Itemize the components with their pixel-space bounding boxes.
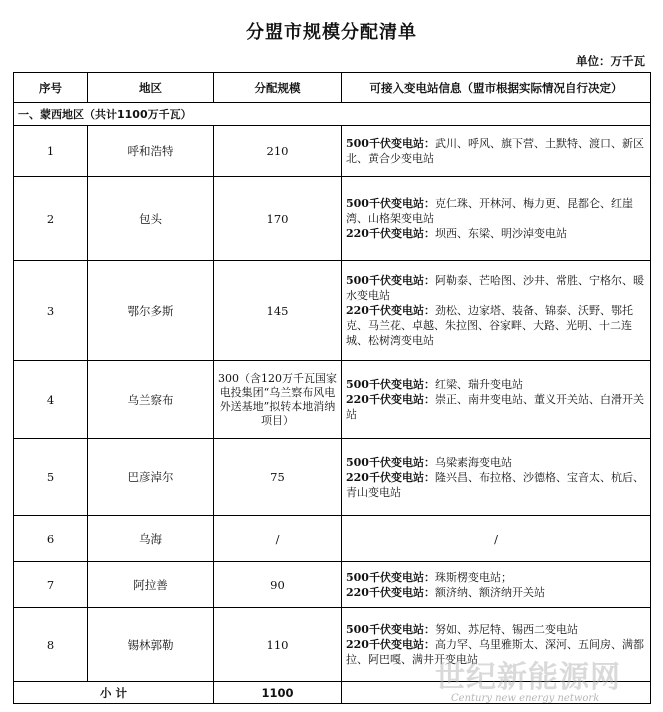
watermark-logo bbox=[435, 652, 660, 712]
substation-names: 劲松、边家塔、装备、锦泰、沃野、鄂托克、马兰花、卓越、朱拉图、谷家畔、大路、光明、十二连城、松树湾变电站 bbox=[346, 304, 633, 347]
substation-line bbox=[346, 303, 647, 348]
row-substation-info: / bbox=[342, 516, 651, 562]
substation-line bbox=[346, 226, 647, 241]
substation-names: 武川、呼风、旗下营、土默特、渡口、新区北、黄合少变电站 bbox=[346, 137, 644, 165]
row-scale: 90 bbox=[214, 562, 342, 608]
substation-names: 红梁、瑞升变电站 bbox=[434, 378, 523, 391]
row-scale: 75 bbox=[214, 439, 342, 516]
subtotal-label: 小 计 bbox=[14, 682, 214, 704]
voltage-level-label: 500千伏变电站： bbox=[346, 197, 435, 210]
header-no: 序号 bbox=[14, 73, 88, 103]
region-row bbox=[14, 103, 651, 126]
substation-names: 珠斯楞变电站； bbox=[434, 570, 512, 584]
table-row bbox=[14, 516, 651, 562]
row-area: 阿拉善 bbox=[88, 562, 214, 608]
row-number: 2 bbox=[14, 177, 88, 261]
table-header-row bbox=[14, 73, 651, 103]
substation-names: 阿勒泰、芒哈图、沙井、常胜、宁格尔、暖水变电站 bbox=[346, 274, 644, 302]
substation-line bbox=[346, 455, 647, 470]
row-number: 5 bbox=[14, 439, 88, 516]
row-substation-info bbox=[342, 126, 651, 177]
row-scale: 110 bbox=[214, 608, 342, 682]
voltage-level-label: 220千伏变电站： bbox=[346, 227, 435, 240]
substation-line bbox=[346, 392, 647, 422]
substation-names: 努如、苏尼特、锡西二变电站 bbox=[434, 623, 578, 636]
substation-line bbox=[346, 273, 647, 303]
row-number: 8 bbox=[14, 608, 88, 682]
row-area: 包头 bbox=[88, 177, 214, 261]
voltage-level-label: 500千伏变电站： bbox=[346, 623, 435, 636]
substation-names: 隆兴昌、布拉格、沙德格、宝音太、杭后、青山变电站 bbox=[346, 470, 644, 499]
row-number: 1 bbox=[14, 126, 88, 177]
substation-names: 高力罕、乌里雅斯太、深河、五间房、满都拉、阿巴嘎、满井开变电站 bbox=[346, 638, 644, 666]
voltage-level-label: 500千伏变电站： bbox=[346, 570, 435, 584]
substation-names: 额济纳、额济纳开关站 bbox=[434, 585, 545, 599]
table-row bbox=[14, 177, 651, 261]
table-row bbox=[14, 361, 651, 439]
document-title: 分盟市规模分配清单 bbox=[246, 22, 417, 43]
unit-label: 单位：万千瓦 bbox=[576, 54, 645, 68]
table-row bbox=[14, 261, 651, 361]
table-row bbox=[14, 126, 651, 177]
table-row bbox=[14, 439, 651, 516]
voltage-level-label: 220千伏变电站： bbox=[346, 304, 435, 317]
row-number: 3 bbox=[14, 261, 88, 361]
substation-line bbox=[346, 570, 647, 585]
substation-line bbox=[346, 585, 647, 600]
row-area: 乌兰察布 bbox=[88, 361, 214, 439]
row-substation-info bbox=[342, 562, 651, 608]
row-scale: / bbox=[214, 516, 342, 562]
substation-line bbox=[346, 622, 647, 637]
substation-line bbox=[346, 377, 647, 392]
row-area: 鄂尔多斯 bbox=[88, 261, 214, 361]
row-scale: 170 bbox=[214, 177, 342, 261]
row-area: 锡林郭勒 bbox=[88, 608, 214, 682]
row-substation-info bbox=[342, 439, 651, 516]
row-scale: 300（含120万千瓦国家电投集团“乌兰察布风电外送基地”拟转本地消纳项目） bbox=[214, 361, 342, 439]
header-area: 地区 bbox=[88, 73, 214, 103]
row-substation-info bbox=[342, 177, 651, 261]
voltage-level-label: 220千伏变电站： bbox=[346, 393, 435, 406]
substation-names: 坝西、东梁、明沙淖变电站 bbox=[434, 227, 567, 240]
table-row bbox=[14, 562, 651, 608]
row-scale: 145 bbox=[214, 261, 342, 361]
voltage-level-label: 500千伏变电站： bbox=[346, 137, 435, 150]
subtotal-value: 1100 bbox=[214, 682, 342, 704]
row-number: 6 bbox=[14, 516, 88, 562]
row-number: 7 bbox=[14, 562, 88, 608]
allocation-table bbox=[13, 72, 651, 704]
row-number: 4 bbox=[14, 361, 88, 439]
row-substation-info bbox=[342, 361, 651, 439]
voltage-level-label: 500千伏变电站： bbox=[346, 455, 435, 469]
substation-names: 崇正、南井变电站、董义开关站、白滑开关站 bbox=[346, 393, 644, 421]
substation-line bbox=[346, 470, 647, 500]
voltage-level-label: 220千伏变电站： bbox=[346, 585, 435, 599]
substation-names: 乌梁素海变电站 bbox=[434, 455, 512, 469]
substation-names: 克仁珠、开林河、梅力更、昆都仑、红崖湾、山格架变电站 bbox=[346, 197, 633, 225]
row-area: 呼和浩特 bbox=[88, 126, 214, 177]
voltage-level-label: 500千伏变电站： bbox=[346, 274, 435, 287]
region-label: 一、蒙西地区（共计1100万千瓦） bbox=[14, 103, 651, 126]
voltage-level-label: 220千伏变电站： bbox=[346, 470, 435, 484]
watermark-main: 世纪新能源网 bbox=[435, 660, 621, 695]
voltage-level-label: 500千伏变电站： bbox=[346, 378, 435, 391]
row-scale: 210 bbox=[214, 126, 342, 177]
row-area: 乌海 bbox=[88, 516, 214, 562]
header-info: 可接入变电站信息（盟市根据实际情况自行决定） bbox=[342, 73, 651, 103]
substation-line bbox=[346, 196, 647, 226]
watermark-sub: Century new energy network bbox=[451, 693, 600, 704]
voltage-level-label: 220千伏变电站： bbox=[346, 638, 435, 651]
row-area: 巴彦淖尔 bbox=[88, 439, 214, 516]
header-scale: 分配规模 bbox=[214, 73, 342, 103]
substation-line bbox=[346, 136, 647, 166]
row-substation-info bbox=[342, 261, 651, 361]
